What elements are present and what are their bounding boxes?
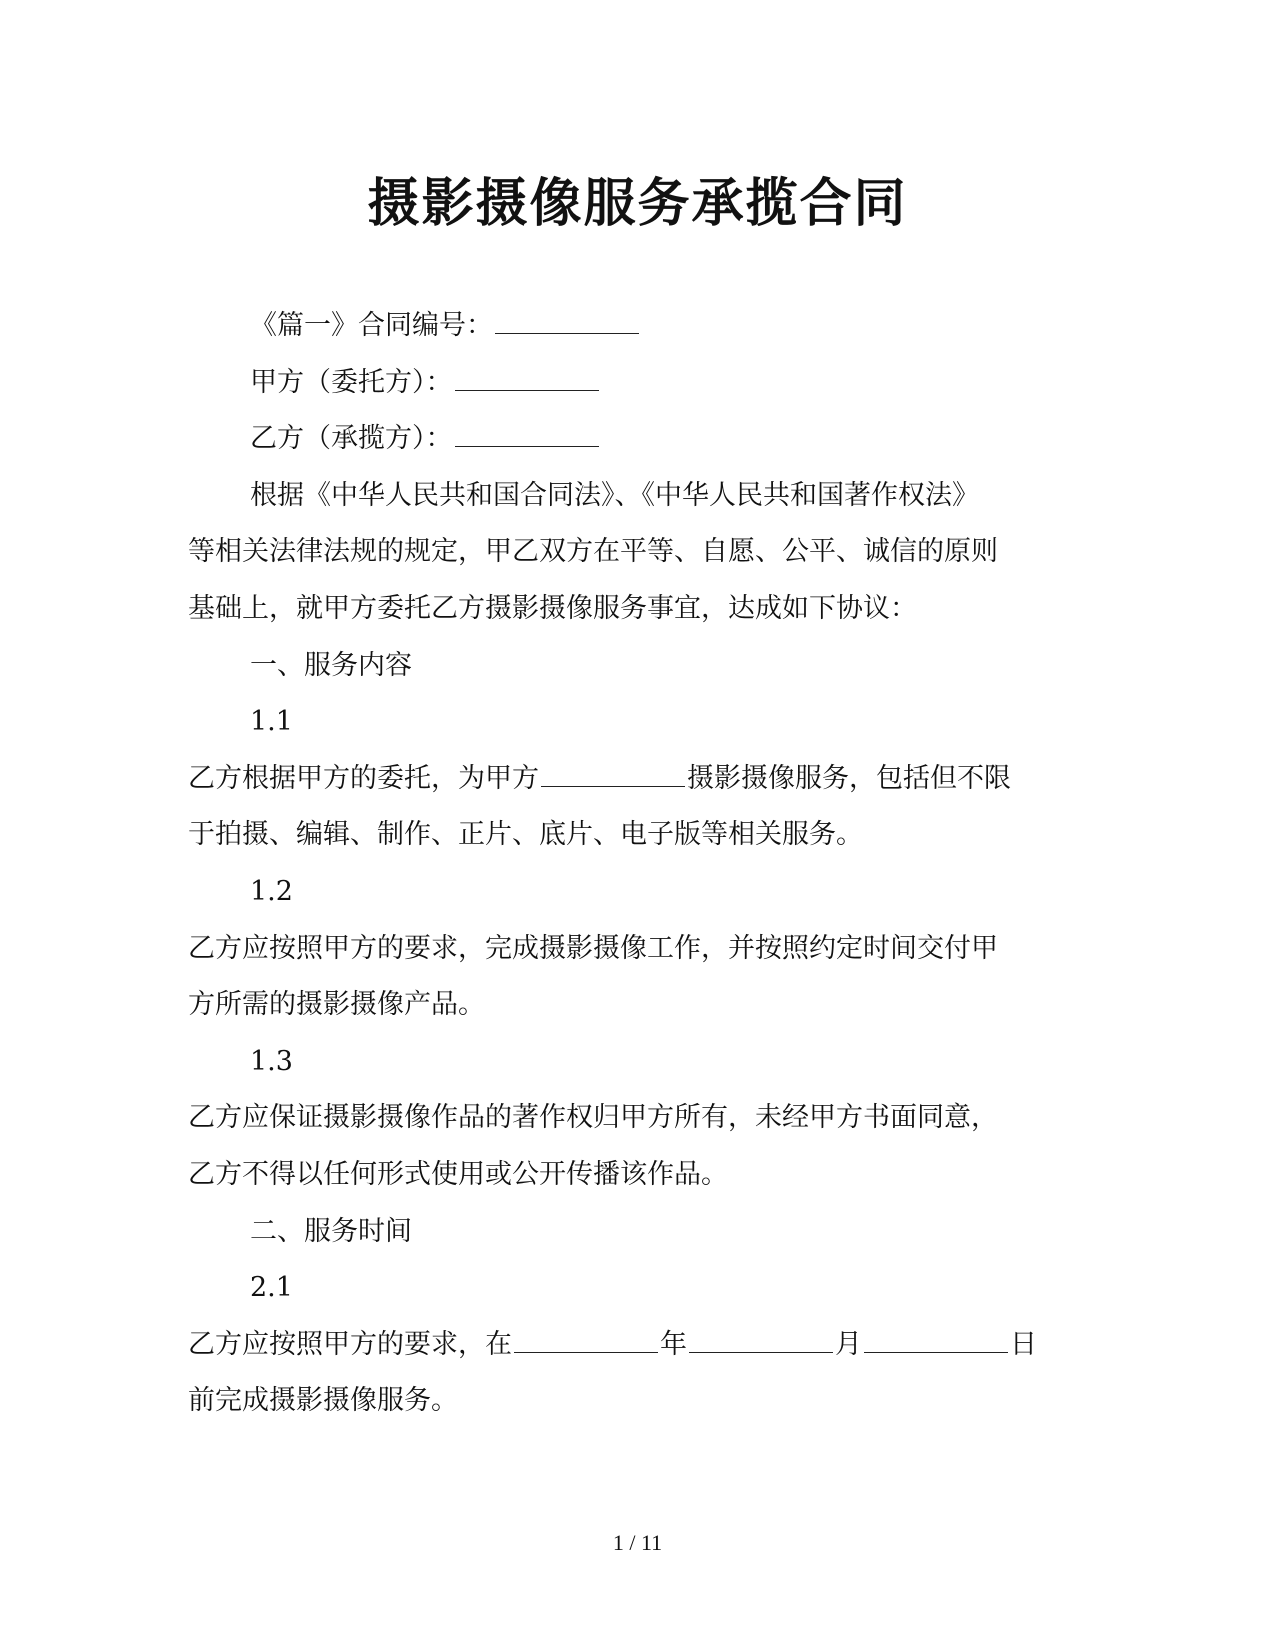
clause-2-1-line-2: 前完成摄影摄像服务。	[188, 1385, 458, 1417]
contract-number-line	[188, 298, 1068, 355]
year-blank	[514, 1330, 658, 1353]
clause-1-1-text-b: 摄影摄像服务，包括但不限	[687, 762, 1011, 794]
month-label: 月	[835, 1328, 862, 1360]
party-b-blank	[455, 424, 599, 447]
party-a-label: 甲方（委托方）：	[250, 366, 453, 398]
document-body	[188, 298, 1068, 1430]
month-blank	[689, 1330, 833, 1353]
service-type-blank	[541, 764, 685, 787]
clause-2-1-number: 2.1	[250, 1272, 293, 1304]
clause-2-1-line-1	[188, 1317, 1068, 1374]
clause-2-1-text-a: 乙方应按照甲方的要求，在	[188, 1328, 512, 1360]
clause-1-3-line-1: 乙方应保证摄影摄像作品的著作权归甲方所有，未经甲方书面同意，	[188, 1102, 998, 1134]
contract-number-label: 《篇一》合同编号：	[250, 310, 493, 341]
party-a-line	[188, 355, 1068, 412]
party-b-label: 乙方（承揽方）：	[250, 423, 453, 455]
clause-1-1-line-2: 于拍摄、编辑、制作、正片、底片、电子版等相关服务。	[188, 819, 863, 851]
party-b-line	[188, 411, 1068, 468]
section-1-heading: 一、服务内容	[250, 649, 412, 681]
clause-1-1-text-a: 乙方根据甲方的委托，为甲方	[188, 762, 539, 794]
year-label: 年	[660, 1328, 687, 1360]
contract-number-blank	[495, 311, 639, 334]
day-blank	[864, 1330, 1008, 1353]
clause-1-2-line-2: 方所需的摄影摄像产品。	[188, 989, 485, 1021]
section-2-heading: 二、服务时间	[250, 1215, 412, 1247]
preamble-line-1: 根据《中华人民共和国合同法》、《中华人民共和国著作权法》	[250, 479, 979, 511]
preamble-line-2: 等相关法律法规的规定，甲乙双方在平等、自愿、公平、诚信的原则	[188, 536, 998, 568]
party-a-blank	[455, 368, 599, 391]
clause-1-3-line-2: 乙方不得以任何形式使用或公开传播该作品。	[188, 1158, 728, 1190]
day-label: 日	[1010, 1328, 1037, 1360]
clause-1-1-number: 1.1	[250, 706, 293, 738]
page-indicator: 1 / 11	[612, 1530, 663, 1555]
clause-1-1-line-1	[188, 751, 1068, 808]
preamble-line-3: 基础上，就甲方委托乙方摄影摄像服务事宜，达成如下协议：	[188, 592, 917, 624]
clause-1-3-number: 1.3	[250, 1045, 293, 1077]
clause-1-2-line-1: 乙方应按照甲方的要求，完成摄影摄像工作，并按照约定时间交付甲	[188, 932, 998, 964]
document-title: 摄影摄像服务承揽合同	[367, 173, 908, 234]
clause-1-2-number: 1.2	[250, 875, 293, 907]
